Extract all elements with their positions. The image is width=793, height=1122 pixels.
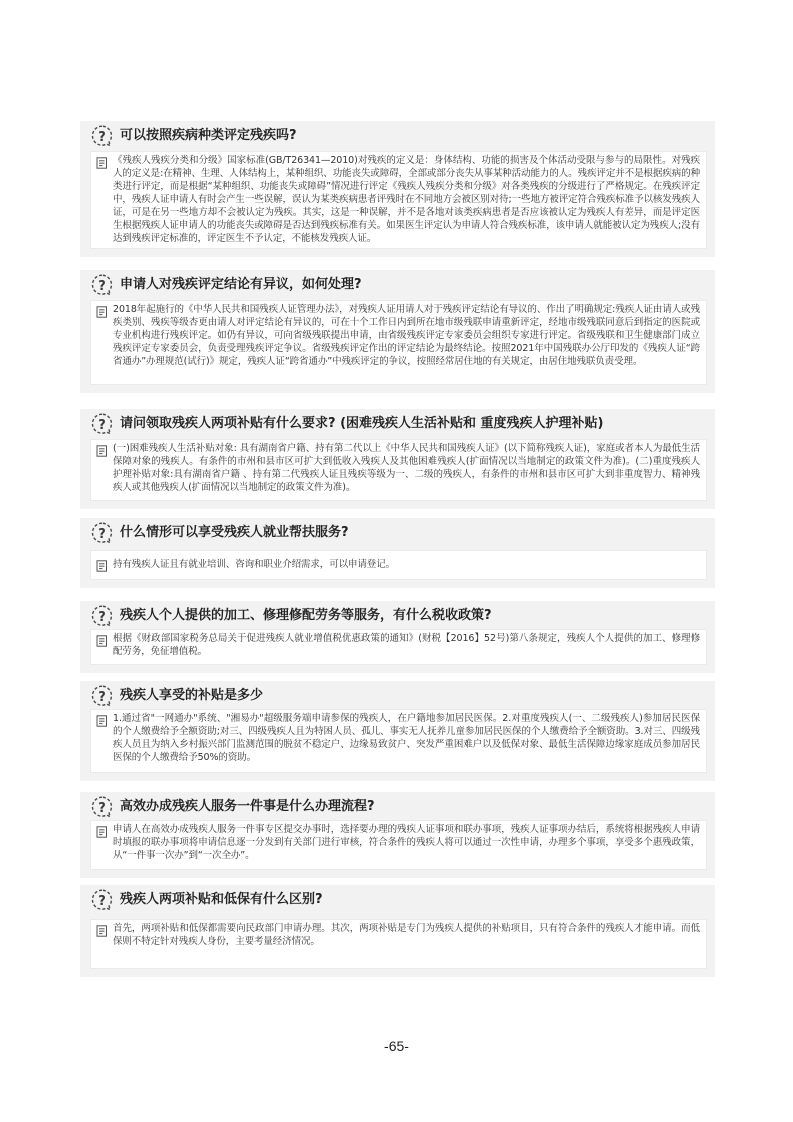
question-bubble-icon <box>90 604 114 628</box>
question-header <box>80 792 715 822</box>
question-header <box>80 601 715 631</box>
qa-card <box>80 885 715 977</box>
answer-box <box>90 550 707 580</box>
question-header <box>80 885 715 915</box>
question-title: 高效办成残疾人服务一件事是什么办理流程? <box>120 799 375 814</box>
qa-card <box>80 681 715 781</box>
svg-text:?: ? <box>98 527 106 542</box>
note-icon <box>96 715 108 727</box>
question-title: 残疾人个人提供的加工、修理修配劳务等服务，有什么税收政策? <box>120 608 492 623</box>
answer-box <box>90 151 707 249</box>
question-header <box>80 681 715 711</box>
answer-text: 首先，两项补贴和低保都需要向民政部门申请办理。其次，两项补贴是专门为残疾人提供的补贴项目，只有符合条件的残疾人才能申请。而低保则不特定针对残疾人身份，主要考量经济情况。 <box>113 923 700 947</box>
svg-text:?: ? <box>98 894 106 909</box>
qa-card <box>80 792 715 878</box>
question-title: 残疾人两项补贴和低保有什么区别? <box>120 892 323 907</box>
answer-box <box>90 919 707 969</box>
qa-card <box>80 409 715 509</box>
note-icon <box>96 157 108 169</box>
qa-card <box>80 121 715 257</box>
question-header <box>80 121 715 151</box>
note-icon <box>96 925 108 937</box>
question-bubble-icon <box>90 684 114 708</box>
answer-text: 2018年起施行的《中华人民共和国残疾人证管理办法》，对残疾人证用请人对于残疾评定结论有导议的、作出了明确规定:残疾人证由请人或残疾类别、残疾等级杏更由请人对评定结论有异议的，可在十个工作日内到所在地市级残联申请重新评定，经地市级残联同意后到指定的医院或专业机构进行残疾评定。如仍有异议，可向省级残联提出申请，由省级残疾评定专家委员会组织专家进行评定。省级残联和卫生健康部门成立残疾评定专家委员会，负责受理残疾评定争议。省级残疾评定作出的评定结论为最终结论。按照2021年中国残联办公厅印发的《残疾人证“跨省通办”办理规范(试行)》规定，残疾人证“跨省通办”中残疾评定的争议，按照经常居住地的有关规定，由居住地残联负责受理。 <box>113 304 700 367</box>
answer-text: 持有残疾人证且有就业培训、咨询和职业介绍需求，可以申请登记。 <box>113 559 396 570</box>
answer-box <box>90 709 707 773</box>
answer-box <box>90 629 707 665</box>
note-icon <box>96 826 108 838</box>
answer-box <box>90 820 707 870</box>
question-header <box>80 409 715 439</box>
question-header <box>80 270 715 300</box>
answer-box <box>90 300 707 385</box>
qa-card <box>80 270 715 393</box>
question-bubble-icon <box>90 888 114 912</box>
question-title: 申请人对残疾评定结论有异议，如何处理? <box>120 277 362 292</box>
note-icon <box>96 635 108 647</box>
svg-text:?: ? <box>98 130 106 145</box>
svg-text:?: ? <box>98 801 106 816</box>
answer-box <box>90 439 707 501</box>
question-bubble-icon <box>90 795 114 819</box>
question-bubble-icon <box>90 273 114 297</box>
question-title: 可以按照疾病种类评定残疾吗? <box>120 128 297 143</box>
page-number: -65- <box>384 1038 409 1054</box>
question-title: 残疾人享受的补贴是多少 <box>120 688 264 703</box>
svg-text:?: ? <box>98 418 106 433</box>
answer-text: 《残疾人残疾分类和分级》国家标准(GB/T26341—2010)对残疾的定义是：身体结构、功能的损害及个体活动受限与参与的局限性。对残疾人的定义是:在精神、生理、人体结构上，某种组织、功能丧失或障碍，全部或部分丧失从事某种活动能力的人。残疾评定并不是根据疾病的种类进行评定，而是根据“某种组织、功能丧失或障碍”情况进行评定《残疾人残疾分类和分级》对各类残疾的分级进行了严格规定。在残疾评定中，残疾人证申请人有时会产生一些误解，误认为某类疾病患者评残时在不同地方会被区别对待;一些地方被评定符合残疾标准予以核发残疾人证，可是在另一些地方却不会被认定为残疾。其实，这是一种误解，并不是各地对该类疾病患者是否应该被认定为残疾人有差异，而是评定医生根据残疾人证申请人的功能丧失或障碍是否达到残疾标准有关。如果医生评定认为申请人符合残疾标准，该申请人就能被认定为残疾人;没有达到残疾评定标准的，评定医生不予认定，不能核发残疾人证。 <box>113 155 700 244</box>
note-icon <box>96 306 108 318</box>
qa-card <box>80 518 715 588</box>
question-header <box>80 518 715 548</box>
question-bubble-icon <box>90 124 114 148</box>
svg-text:?: ? <box>98 690 106 705</box>
qa-card <box>80 601 715 673</box>
question-bubble-icon <box>90 521 114 545</box>
answer-text: 1.通过省"一网通办"系统、"湘易办"超级服务端申请参保的残疾人，在户籍地参加居民医保。2.对重度残疾人(一、二级残疾人)参加居民医保的个人缴费给予全额资助;对三、四级残疾人且为特困人员、孤儿、事实无人抚养儿童参加居民医保的个人缴费给予全额资助。3.对三、四级残疾人员且为纳入乡村振兴部门监测范围的脱贫不稳定户、边缘易致贫户、突发严重困难户以及低保对象、最低生活保障边缘家庭成员参加居民医保的个人缴费给予50%的资助。 <box>113 713 700 763</box>
question-bubble-icon <box>90 412 114 436</box>
note-icon <box>96 445 108 457</box>
svg-text:?: ? <box>98 610 106 625</box>
question-title: 请问领取残疾人两项补贴有什么要求? (困难残疾人生活补贴和 重度残疾人护理补贴) <box>120 416 604 431</box>
svg-text:?: ? <box>98 279 106 294</box>
answer-text: 根据《财政部国家税务总局关于促进残疾人就业增值税优惠政策的通知》(财税【2016】52号)第八条规定，残疾人个人提供的加工、修理修配劳务，免征增值税。 <box>113 633 700 657</box>
answer-text: (一)困难残疾人生活补贴对象: 具有湖南省户籍、持有第二代以上《中华人民共和国残疾人证》(以下简称残疾人证)，家庭或者本人为最低生活保障对象的残疾人。有条件的市州和县市区可扩大到低收入残疾人及其他困难残疾人(扩面情况以当地制定的政策文件为准)。(二)重度残疾人护理补贴对象:具有湖南省户籍 、持有第二代残疾人证且残疾等级为一、二级的残疾人，有条件的市州和县市区可扩大到非重度智力、精神残疾人或其他残疾人(扩面情况以当地制定的政策文件为准)。 <box>113 443 700 493</box>
question-title: 什么情形可以享受残疾人就业帮扶服务? <box>120 525 349 540</box>
note-icon <box>96 560 108 572</box>
answer-text: 申请人在高效办成残疾人服务一件事专区提交办事时，选择要办理的残疾人证事项和联办事项，残疾人证事项办结后，系统将根据残疾人申请时填报的联办事项将申请信息逐一分发到有关部门进行审核，符合条件的残疾人将可以通过一次性申请，办理多个事项，享受多个惠残政策，从“一件事一次办”到“一次全办”。 <box>113 824 700 861</box>
